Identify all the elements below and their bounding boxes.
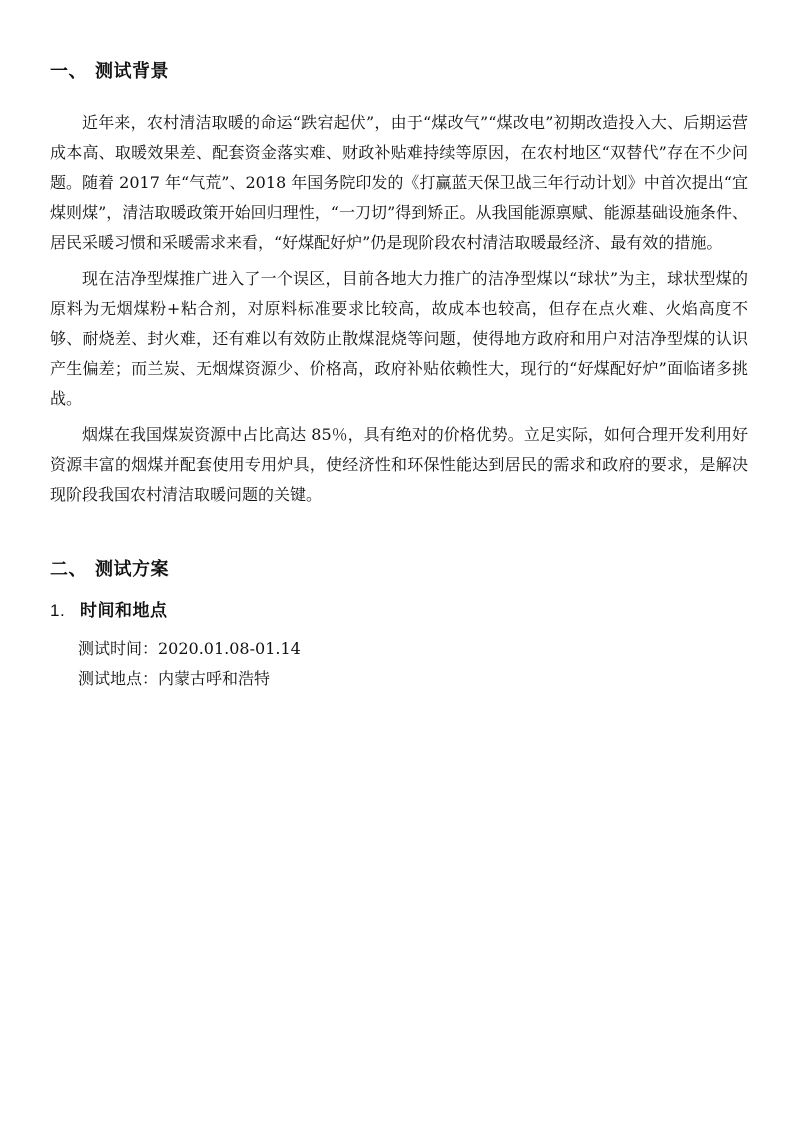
background-paragraph-3: 烟煤在我国煤炭资源中占比高达 85％，具有绝对的价格优势。立足实际，如何合理开发利用好资源丰富的烟煤并配套使用专用炉具，使经济性和环保性能达到居民的需求和政府的要求，是解决现阶段我国农村清洁取暖问题的关键。 — [50, 425, 748, 504]
section-2-numeral: 二、 — [50, 559, 87, 579]
subsection-1-heading — [50, 600, 748, 622]
section-1-title: 测试背景 — [95, 61, 169, 81]
background-paragraph-2: 现在洁净型煤推广进入了一个误区，目前各地大力推广的洁净型煤以“球状”为主，球状型煤的原料为无烟煤粉+粘合剂，对原料标准要求比较高，故成本也较高，但存在点火难、火焰高度不够、耐烧差、封火难，还有难以有效防止散煤混烧等问题，使得地方政府和用户对洁净型煤的认识产生偏差；而兰炭、无烟煤资源少、价格高，政府补贴依赖性大，现行的“好煤配好炉”面临诸多挑战。 — [50, 269, 748, 408]
subsection-1-title: 时间和地点 — [80, 601, 168, 620]
test-time-line: 测试时间：2020.01.08-01.14 — [78, 639, 301, 658]
section-1-heading — [50, 60, 748, 82]
background-paragraph-1: 近年来，农村清洁取暖的命运“跌宕起伏”，由于“煤改气”“煤改电”初期改造投入大、后期运营成本高、取暖效果差、配套资金落实难、财政补贴难持续等原因，在农村地区“双替代”存在不少问题。随着 2017 年“气荒”、2018 年国务院印发的《打赢蓝天保卫战三年行动计划》中首次提出“宜煤则煤”，清洁取暖政策开始回归理性，“一刀切”得到矫正。从我国能源禀赋、能源基础设施条件、居民采暖习惯和采暖需求来看，“好煤配好炉”仍是现阶段农村清洁取暖最经济、最有效的措施。 — [50, 113, 748, 252]
section-2-heading — [50, 558, 748, 580]
section-2-title: 测试方案 — [95, 559, 169, 579]
section-1-numeral: 一、 — [50, 61, 87, 81]
subsection-1-number: 1. — [50, 601, 66, 620]
test-location-line: 测试地点：内蒙古呼和浩特 — [78, 669, 271, 688]
